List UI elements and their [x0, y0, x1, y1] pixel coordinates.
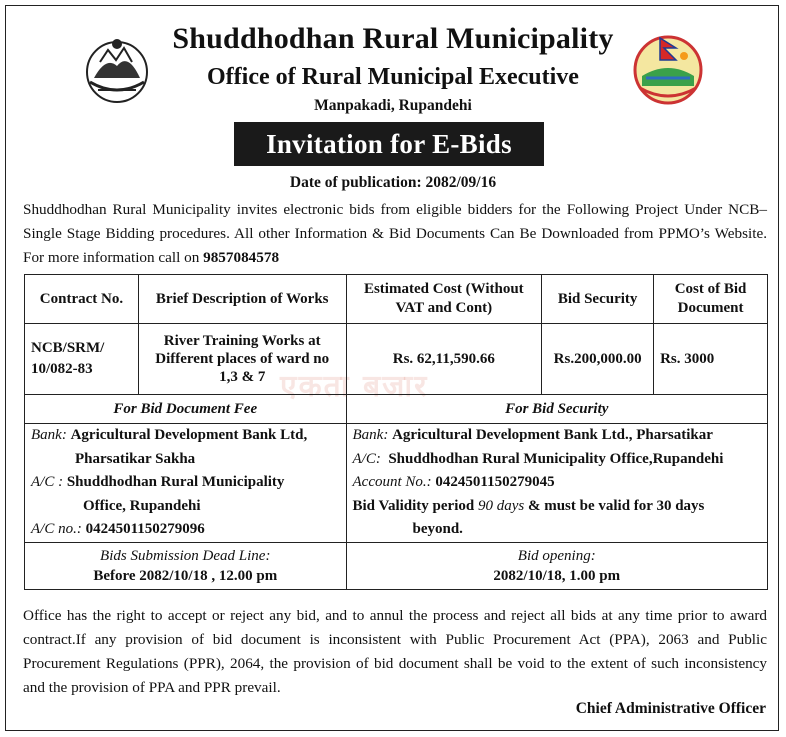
- bid-validity: [353, 495, 762, 542]
- fee-acno-label: A/C no.:: [31, 521, 82, 537]
- intro-text: Shuddhodhan Rural Municipality invites electronic bids from eligible bidders for the Following Project Under NCB–Single Stage Bidding procedures. All other Information & Bid Documents Can Be Downloaded from PPMO’s Website. For more information call on: [23, 201, 767, 266]
- opening-value: 2082/10/18, 1.00 pm: [493, 567, 621, 584]
- deadline-label: Bids Submission Dead Line:: [100, 547, 271, 564]
- submission-deadline: [25, 542, 347, 589]
- fee-bank-details: [25, 424, 347, 543]
- bid-security-cell: Rs.200,000.00: [542, 324, 654, 395]
- fee-ac-name: Shuddhodhan Rural Municipality: [66, 474, 285, 490]
- sec-ac-name: Shuddhodhan Rural Municipality Office,Rupandehi: [388, 450, 724, 467]
- sec-bank-label: Bank:: [352, 427, 389, 443]
- sec-ac-label: A/C:: [352, 450, 381, 467]
- publication-date: Date of publication: 2082/09/16: [289, 174, 497, 191]
- header-description: Brief Description of Works: [138, 275, 346, 324]
- fee-bank-branch: Pharsatikar Sakha: [75, 450, 196, 467]
- fee-bank-label: Bank:: [31, 427, 67, 443]
- contact-phone: 9857084578: [203, 249, 280, 266]
- sec-account-number: 0424501150279045: [435, 474, 555, 490]
- security-heading: For Bid Security: [346, 395, 768, 424]
- table-row: [25, 324, 768, 395]
- contract-no-cell: [25, 324, 139, 395]
- notice-title: Invitation for E-Bids: [234, 122, 544, 166]
- header-bid-security: Bid Security: [542, 275, 654, 324]
- validity-text-a: Bid Validity period: [352, 497, 478, 514]
- deadline-value: Before 2082/10/18 , 12.00 pm: [93, 567, 278, 584]
- header-contract-no: Contract No.: [25, 275, 139, 324]
- office-location: Manpakadi, Rupandehi: [314, 97, 472, 114]
- opening-label: Bid opening:: [517, 547, 596, 564]
- description-cell: River Training Works at Different places of ward no 1,3 & 7: [138, 324, 346, 395]
- estimated-cost-cell: Rs. 62,11,590.66: [346, 324, 542, 395]
- fee-ac-label: A/C :: [31, 474, 64, 490]
- bid-table: [24, 274, 768, 590]
- sec-bank-name: Agricultural Development Bank Ltd., Pharsatikar: [392, 427, 713, 443]
- watermark: एकता बजार: [280, 369, 429, 404]
- header-estimated-cost: Estimated Cost (Without VAT and Cont): [346, 275, 542, 324]
- municipality-name: Shuddhodhan Rural Municipality: [172, 22, 614, 55]
- validity-text-c: beyond.: [412, 521, 463, 537]
- validity-days: 90 days: [477, 497, 525, 514]
- office-name: Office of Rural Municipal Executive: [207, 64, 579, 90]
- security-bank-details: [346, 424, 768, 543]
- sec-acno-label: Account No.:: [352, 474, 432, 490]
- validity-text-b: & must be valid for 30 days: [524, 497, 705, 514]
- terms-paragraph: Office has the right to accept or reject any bid, and to annul the process and reject all bids at any time prior to award contract.If any provision of bid document is inconsistent with Public Procurement Act (PPA), 2063 and Public Procurement Regulations (PPR), 2064, the provision of bid document shall be void to the extent of such inconsistency and the provision of PPA and PPR prevail.: [23, 607, 767, 696]
- contract-no-line2: 10/082-83: [31, 361, 93, 377]
- fee-account-number: 0424501150279096: [85, 521, 205, 537]
- doc-cost-cell: Rs. 3000: [654, 324, 768, 395]
- signatory: Chief Administrative Officer: [575, 700, 766, 717]
- fee-bank-name: Agricultural Development Bank Ltd,: [70, 427, 308, 443]
- header-doc-cost: Cost of Bid Document: [654, 275, 768, 324]
- fee-ac-name-cont: Office, Rupandehi: [83, 497, 201, 514]
- bid-opening: [346, 542, 768, 589]
- contract-no-line1: NCB/SRM/: [31, 340, 105, 356]
- fee-heading: For Bid Document Fee: [25, 395, 347, 424]
- intro-paragraph: [23, 198, 767, 270]
